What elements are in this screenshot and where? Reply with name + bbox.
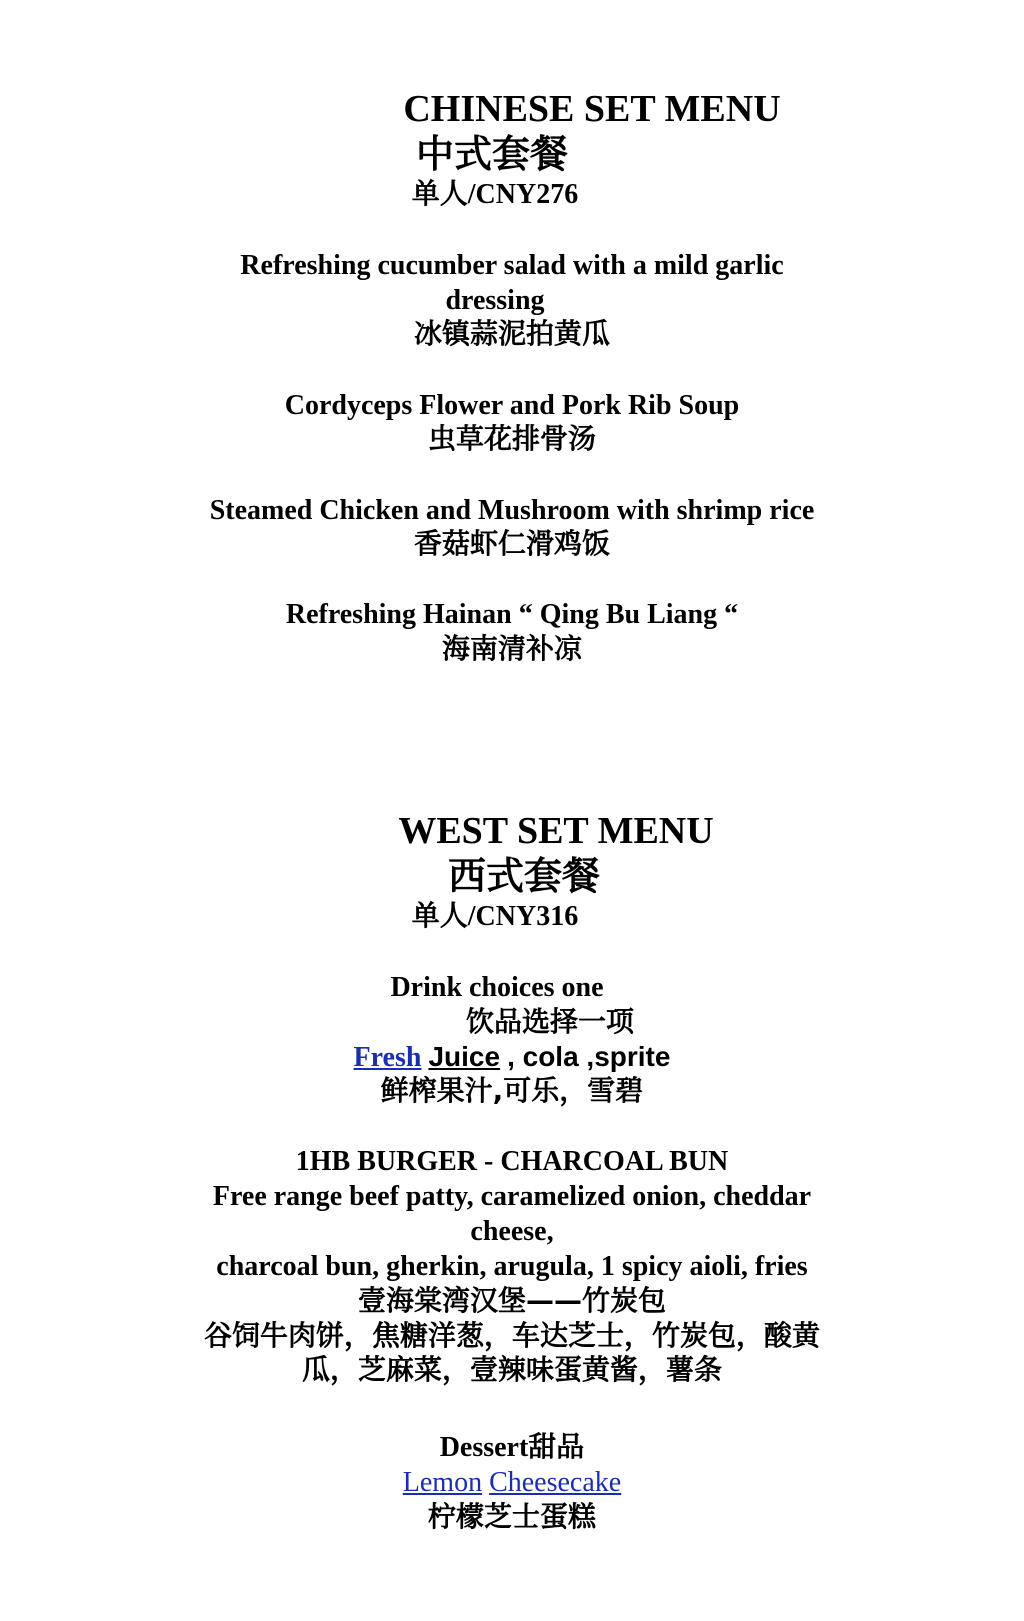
dish-1-name-cn: 冰镇蒜泥拍黄瓜 xyxy=(413,317,610,350)
west-menu-price: 单人/CNY316 xyxy=(411,901,579,932)
burger-desc-cn-line1: 谷饲牛肉饼，焦糖洋葱，车达芝士，竹炭包，酸黄 xyxy=(203,1319,820,1352)
dessert-name xyxy=(0,1469,1024,1497)
burger-desc-cn-line2: 瓜，芝麻菜，壹辣味蛋黄酱，薯条 xyxy=(301,1353,722,1386)
dish-2-name-cn: 虫草花排骨汤 xyxy=(427,422,596,455)
west-menu-title-cn: 西式套餐 xyxy=(447,854,600,898)
lemon-link[interactable]: Lemon xyxy=(402,1467,483,1498)
burger-name: 1HB BURGER - CHARCOAL BUN xyxy=(295,1146,729,1177)
dessert-name-cn: 柠檬芝士蛋糕 xyxy=(427,1500,596,1533)
fresh-link[interactable]: Fresh xyxy=(353,1042,422,1073)
dessert-heading: Dessert甜品 xyxy=(439,1432,585,1463)
burger-name-cn: 壹海棠湾汉堡——竹炭包 xyxy=(357,1284,666,1317)
chinese-menu-price: 单人/CNY276 xyxy=(411,179,579,210)
chinese-menu-title-cn: 中式套餐 xyxy=(415,132,568,176)
dish-2-name: Cordyceps Flower and Pork Rib Soup xyxy=(284,390,740,421)
burger-desc-line2: cheese, xyxy=(470,1216,554,1247)
drink-heading: Drink choices one xyxy=(390,972,604,1003)
dish-1-name: Refreshing cucumber salad with a mild garlic xyxy=(240,250,784,281)
drink-options xyxy=(0,1043,1024,1072)
drink-options-cn: 鲜榨果汁,可乐，雪碧 xyxy=(380,1074,644,1107)
west-menu-title: WEST SET MENU xyxy=(398,810,714,852)
cheesecake-link[interactable]: Cheesecake xyxy=(489,1467,622,1498)
chinese-menu-title: CHINESE SET MENU xyxy=(403,88,781,130)
drink-options-rest: , cola ,sprite xyxy=(507,1041,671,1072)
burger-desc-line1: Free range beef patty, caramelized onion, cheddar xyxy=(212,1181,812,1212)
dish-3-name-cn: 香菇虾仁滑鸡饭 xyxy=(413,527,610,560)
dish-4-name-cn: 海南清补凉 xyxy=(441,632,582,665)
drink-heading-cn: 饮品选择一项 xyxy=(465,1005,634,1038)
dish-4-name: Refreshing Hainan “ Qing Bu Liang “ xyxy=(285,599,739,630)
juice-link[interactable]: Juice xyxy=(428,1041,501,1072)
dish-3-name: Steamed Chicken and Mushroom with shrimp rice xyxy=(209,495,815,526)
dish-1-name-cont: dressing xyxy=(445,285,545,316)
burger-desc-line3: charcoal bun, gherkin, arugula, 1 spicy aioli, fries xyxy=(216,1251,808,1282)
